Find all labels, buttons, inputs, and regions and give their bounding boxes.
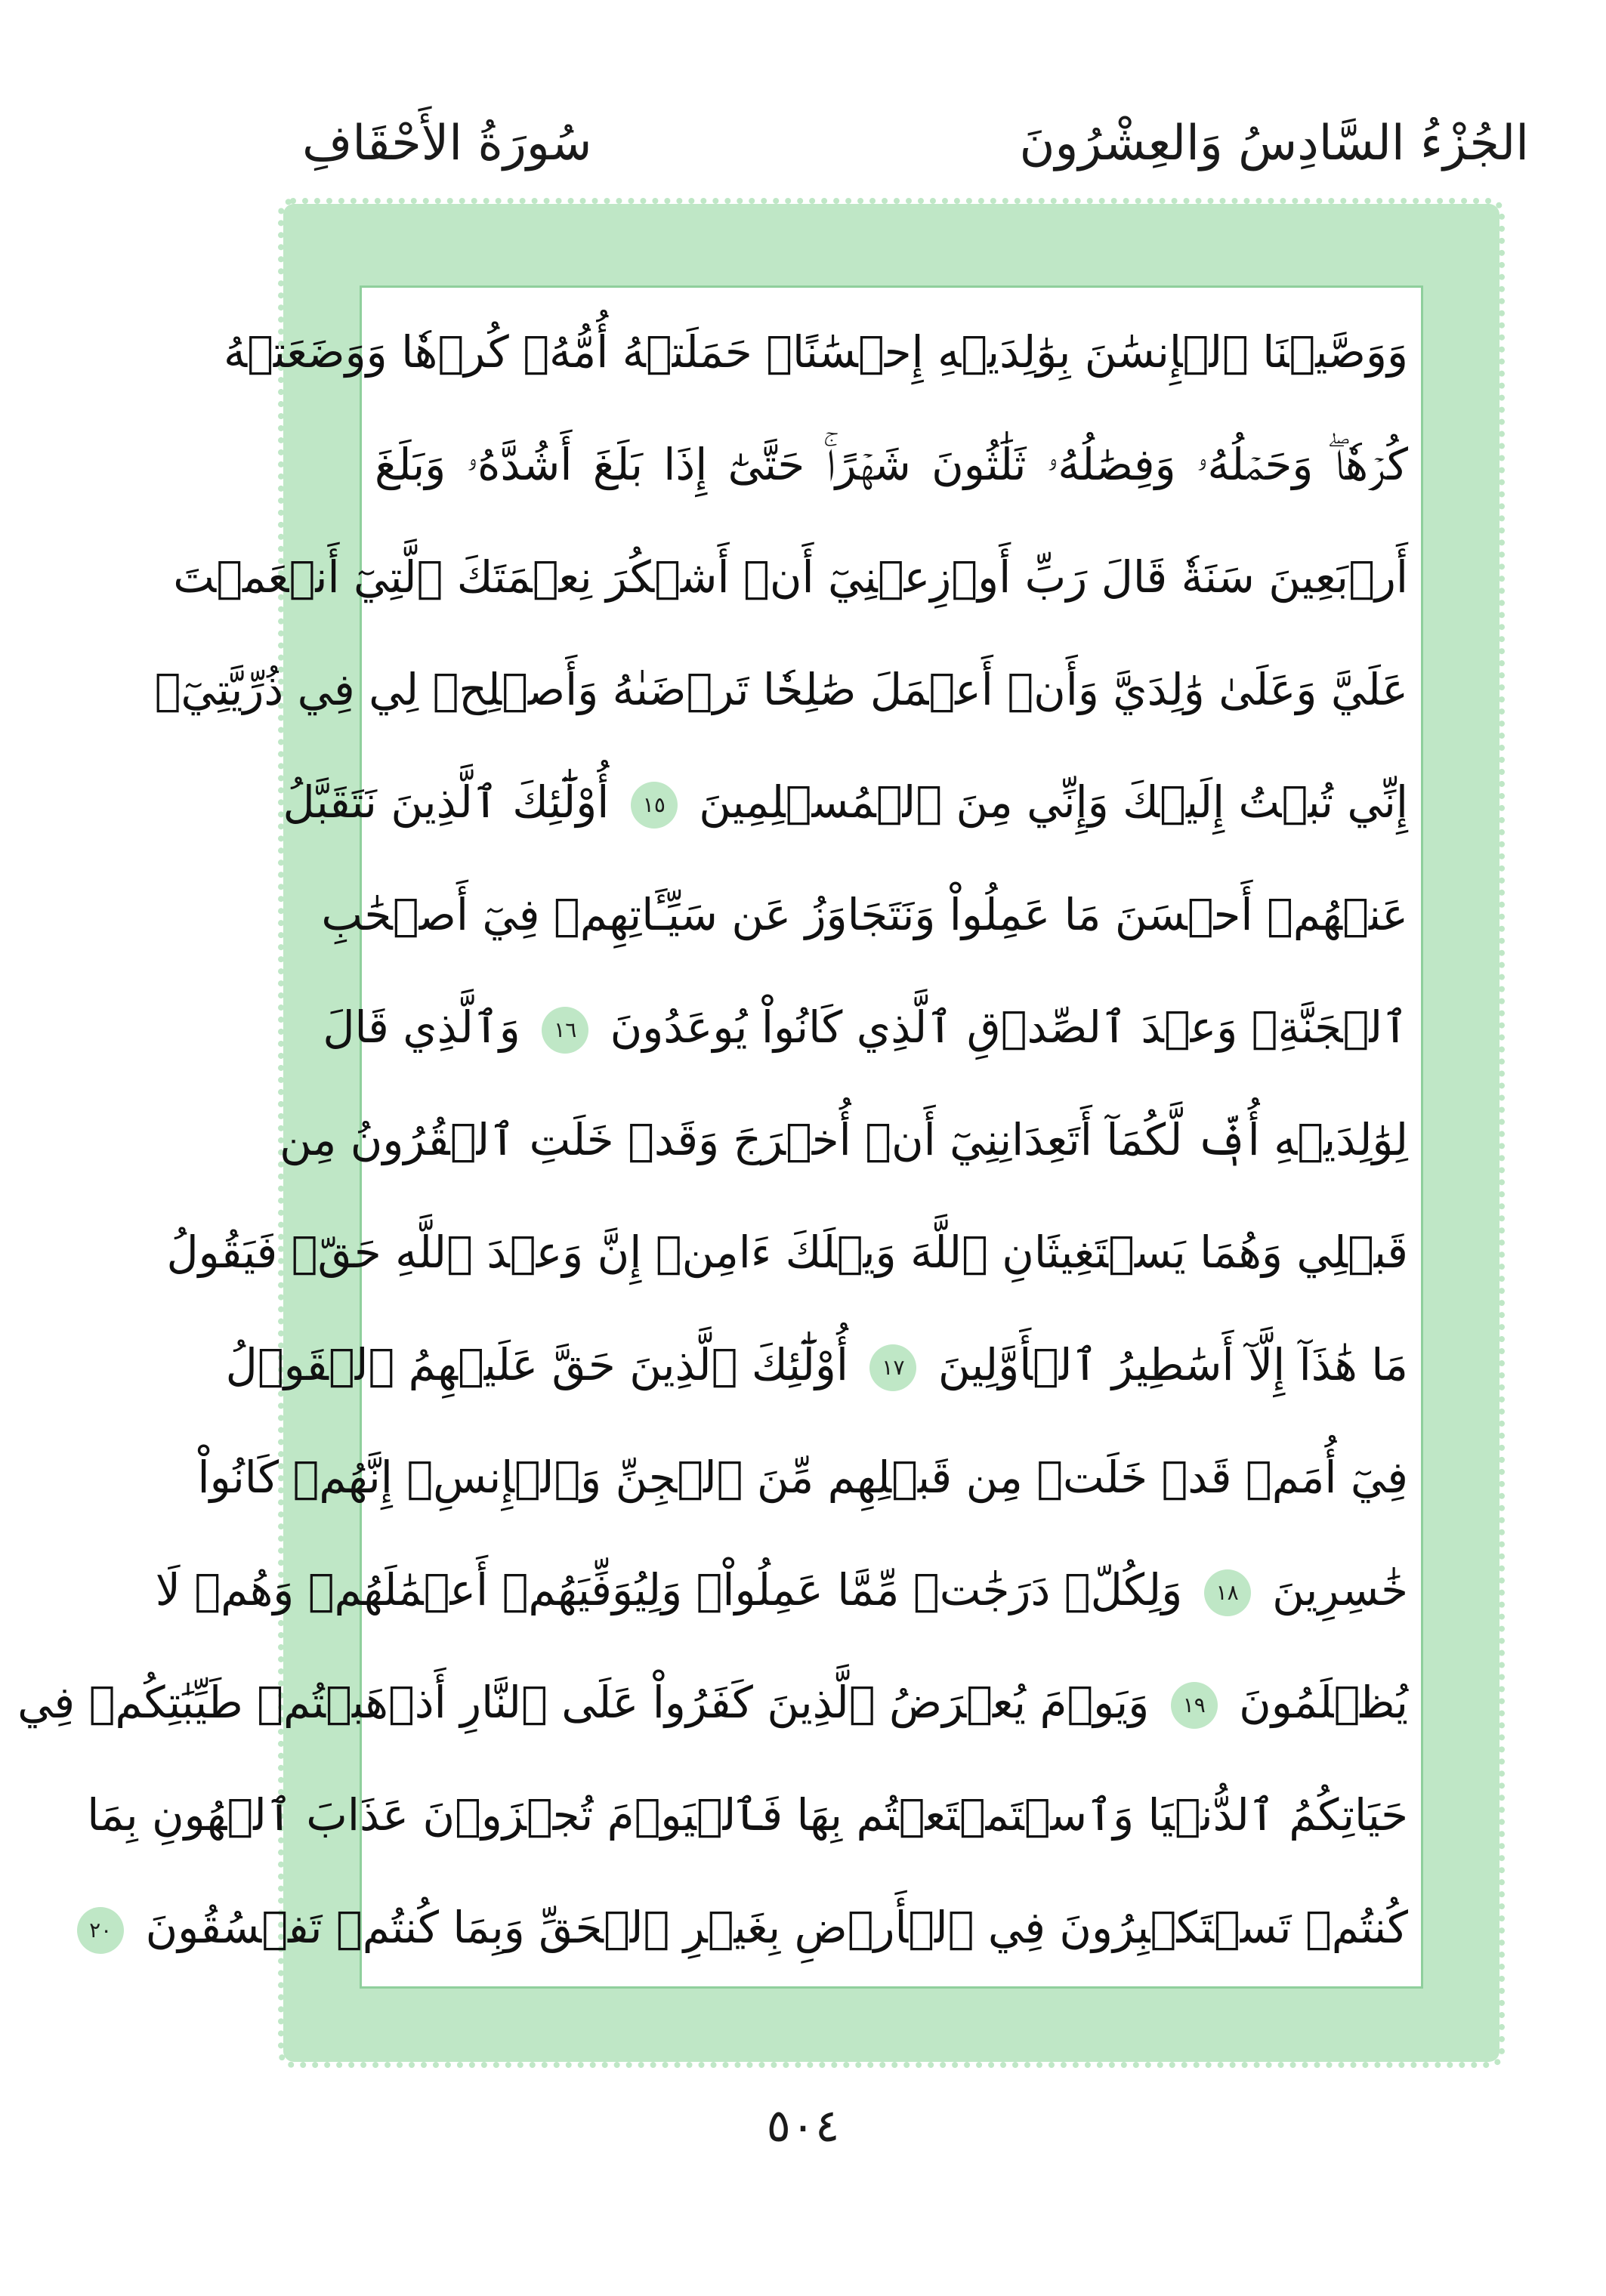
verse-text-continued: أُوْلَٰٓئِكَ ٱلَّذِينَ نَتَقَبَّلُ xyxy=(283,776,610,828)
verse-line xyxy=(280,1084,1408,1196)
verse-text: عَنۡهُمۡ أَحۡسَنَ مَا عَمِلُواْ وَنَتَجَاوَزُ عَن سَيِّـَٔاتِهِمۡ فِيٓ أَصۡحَٰبِ xyxy=(321,889,1408,940)
verse-text: ٱلۡجَنَّةِۖ وَعۡدَ ٱلصِّدۡقِ ٱلَّذِي كَانُواْ يُوعَدُونَ xyxy=(610,1001,1408,1053)
verse-line xyxy=(173,521,1408,634)
verse-line xyxy=(154,634,1408,746)
verse-line xyxy=(323,971,1408,1084)
page-number: ٥٠٤ xyxy=(766,2100,840,2152)
verse-line xyxy=(321,859,1408,971)
verse-line xyxy=(197,1421,1408,1534)
ayah-number-marker: ١٧ xyxy=(869,1344,916,1391)
verse-text: حَيَاتِكُمُ ٱلدُّنۡيَا وَٱسۡتَمۡتَعۡتُم بِهَا فَٱلۡيَوۡمَ تُجۡزَوۡنَ عَذَابَ ٱلۡهُونِ بِمَا xyxy=(87,1789,1408,1841)
ayah-number-marker: ١٦ xyxy=(542,1007,588,1054)
surah-header: سُورَةُ الأَحْقَافِ xyxy=(302,116,592,171)
verse-text: لِوَٰلِدَيۡهِ أُفّٖ لَّكُمَآ أَتَعِدَانِنِيٓ أَنۡ أُخۡرَجَ وَقَدۡ خَلَتِ ٱلۡقُرُونُ مِن xyxy=(280,1114,1408,1165)
ayah-number-marker: ١٨ xyxy=(1204,1569,1251,1616)
verse-text-continued: أُوْلَٰٓئِكَ ٱلَّذِينَ حَقَّ عَلَيۡهِمُ ٱلۡقَوۡلُ xyxy=(225,1339,849,1390)
verse-text: كُرۡهٗاۖ وَحَمۡلُهُۥ وَفِصَٰلُهُۥ ثَلَٰثُونَ شَهۡرًاۚ حَتَّىٰٓ إِذَا بَلَغَ أَشُدَّهُۥ وَبَلَغَ xyxy=(375,439,1408,490)
verse-text: خَٰسِرِينَ xyxy=(1272,1564,1408,1616)
verse-line xyxy=(225,1309,1408,1421)
verse-text: أَرۡبَعِينَ سَنَةٗ قَالَ رَبِّ أَوۡزِعۡنِيٓ أَنۡ أَشۡكُرَ نِعۡمَتَكَ ٱلَّتِيٓ أَنۡعَمۡتَ xyxy=(173,551,1408,603)
verse-text: مَا هَٰذَآ إِلَّآ أَسَٰطِيرُ ٱلۡأَوَّلِينَ xyxy=(937,1339,1408,1390)
verse-text: وَوَصَّيۡنَا ٱلۡإِنسَٰنَ بِوَٰلِدَيۡهِ إِحۡسَٰنًاۖ حَمَلَتۡهُ أُمُّهُۥ كُرۡهٗا وَوَضَعَتۡهُ xyxy=(224,326,1408,378)
verse-text-continued: وَلِكُلّٖ دَرَجَٰتٞ مِّمَّا عَمِلُواْۖ وَلِيُوَفِّيَهُمۡ أَعۡمَٰلَهُمۡ وَهُمۡ لَا xyxy=(155,1564,1183,1616)
ayah-number-marker: ١٩ xyxy=(1171,1682,1218,1729)
verse-line xyxy=(224,296,1408,409)
verse-lines xyxy=(17,296,1408,1984)
verse-text: عَلَيَّ وَعَلَىٰ وَٰلِدَيَّ وَأَنۡ أَعۡمَلَ صَٰلِحٗا تَرۡضَىٰهُ وَأَصۡلِحۡ لِي فِي ذُرِّيَّتِيٓۖ xyxy=(154,664,1408,715)
verse-text: إِنِّي تُبۡتُ إِلَيۡكَ وَإِنِّي مِنَ ٱلۡمُسۡلِمِينَ xyxy=(699,776,1408,828)
verse-line xyxy=(155,1534,1408,1646)
verse-line xyxy=(375,409,1408,521)
verse-text: قَبۡلِي وَهُمَا يَسۡتَغِيثَانِ ٱللَّهَ وَيۡلَكَ ءَامِنۡ إِنَّ وَعۡدَ ٱللَّهِ حَقّٞ فَيَقُولُ xyxy=(166,1227,1408,1278)
verse-text: يُظۡلَمُونَ xyxy=(1239,1677,1408,1728)
ayah-number-marker: ٢٠ xyxy=(77,1907,124,1954)
verse-text: فِيٓ أُمَمٖ قَدۡ خَلَتۡ مِن قَبۡلِهِم مِّنَ ٱلۡجِنِّ وَٱلۡإِنسِۖ إِنَّهُمۡ كَانُواْ xyxy=(197,1452,1408,1503)
verse-line xyxy=(166,1196,1408,1309)
verse-text: كُنتُمۡ تَسۡتَكۡبِرُونَ فِي ٱلۡأَرۡضِ بِغَيۡرِ ٱلۡحَقِّ وَبِمَا كُنتُمۡ تَفۡسُقُونَ xyxy=(145,1902,1408,1953)
verse-line xyxy=(17,1646,1408,1759)
verse-line xyxy=(89,1872,1408,1984)
ayah-number-marker: ١٥ xyxy=(631,782,678,829)
verse-line xyxy=(87,1759,1408,1872)
verse-line xyxy=(283,746,1408,859)
verse-text-continued: وَيَوۡمَ يُعۡرَضُ ٱلَّذِينَ كَفَرُواْ عَلَى ٱلنَّارِ أَذۡهَبۡتُمۡ طَيِّبَٰتِكُمۡ فِي xyxy=(17,1677,1150,1728)
verse-text-continued: وَٱلَّذِي قَالَ xyxy=(323,1001,520,1053)
juz-header: الجُزْءُ السَّادِسُ وَالعِشْرُونَ xyxy=(1019,116,1529,171)
